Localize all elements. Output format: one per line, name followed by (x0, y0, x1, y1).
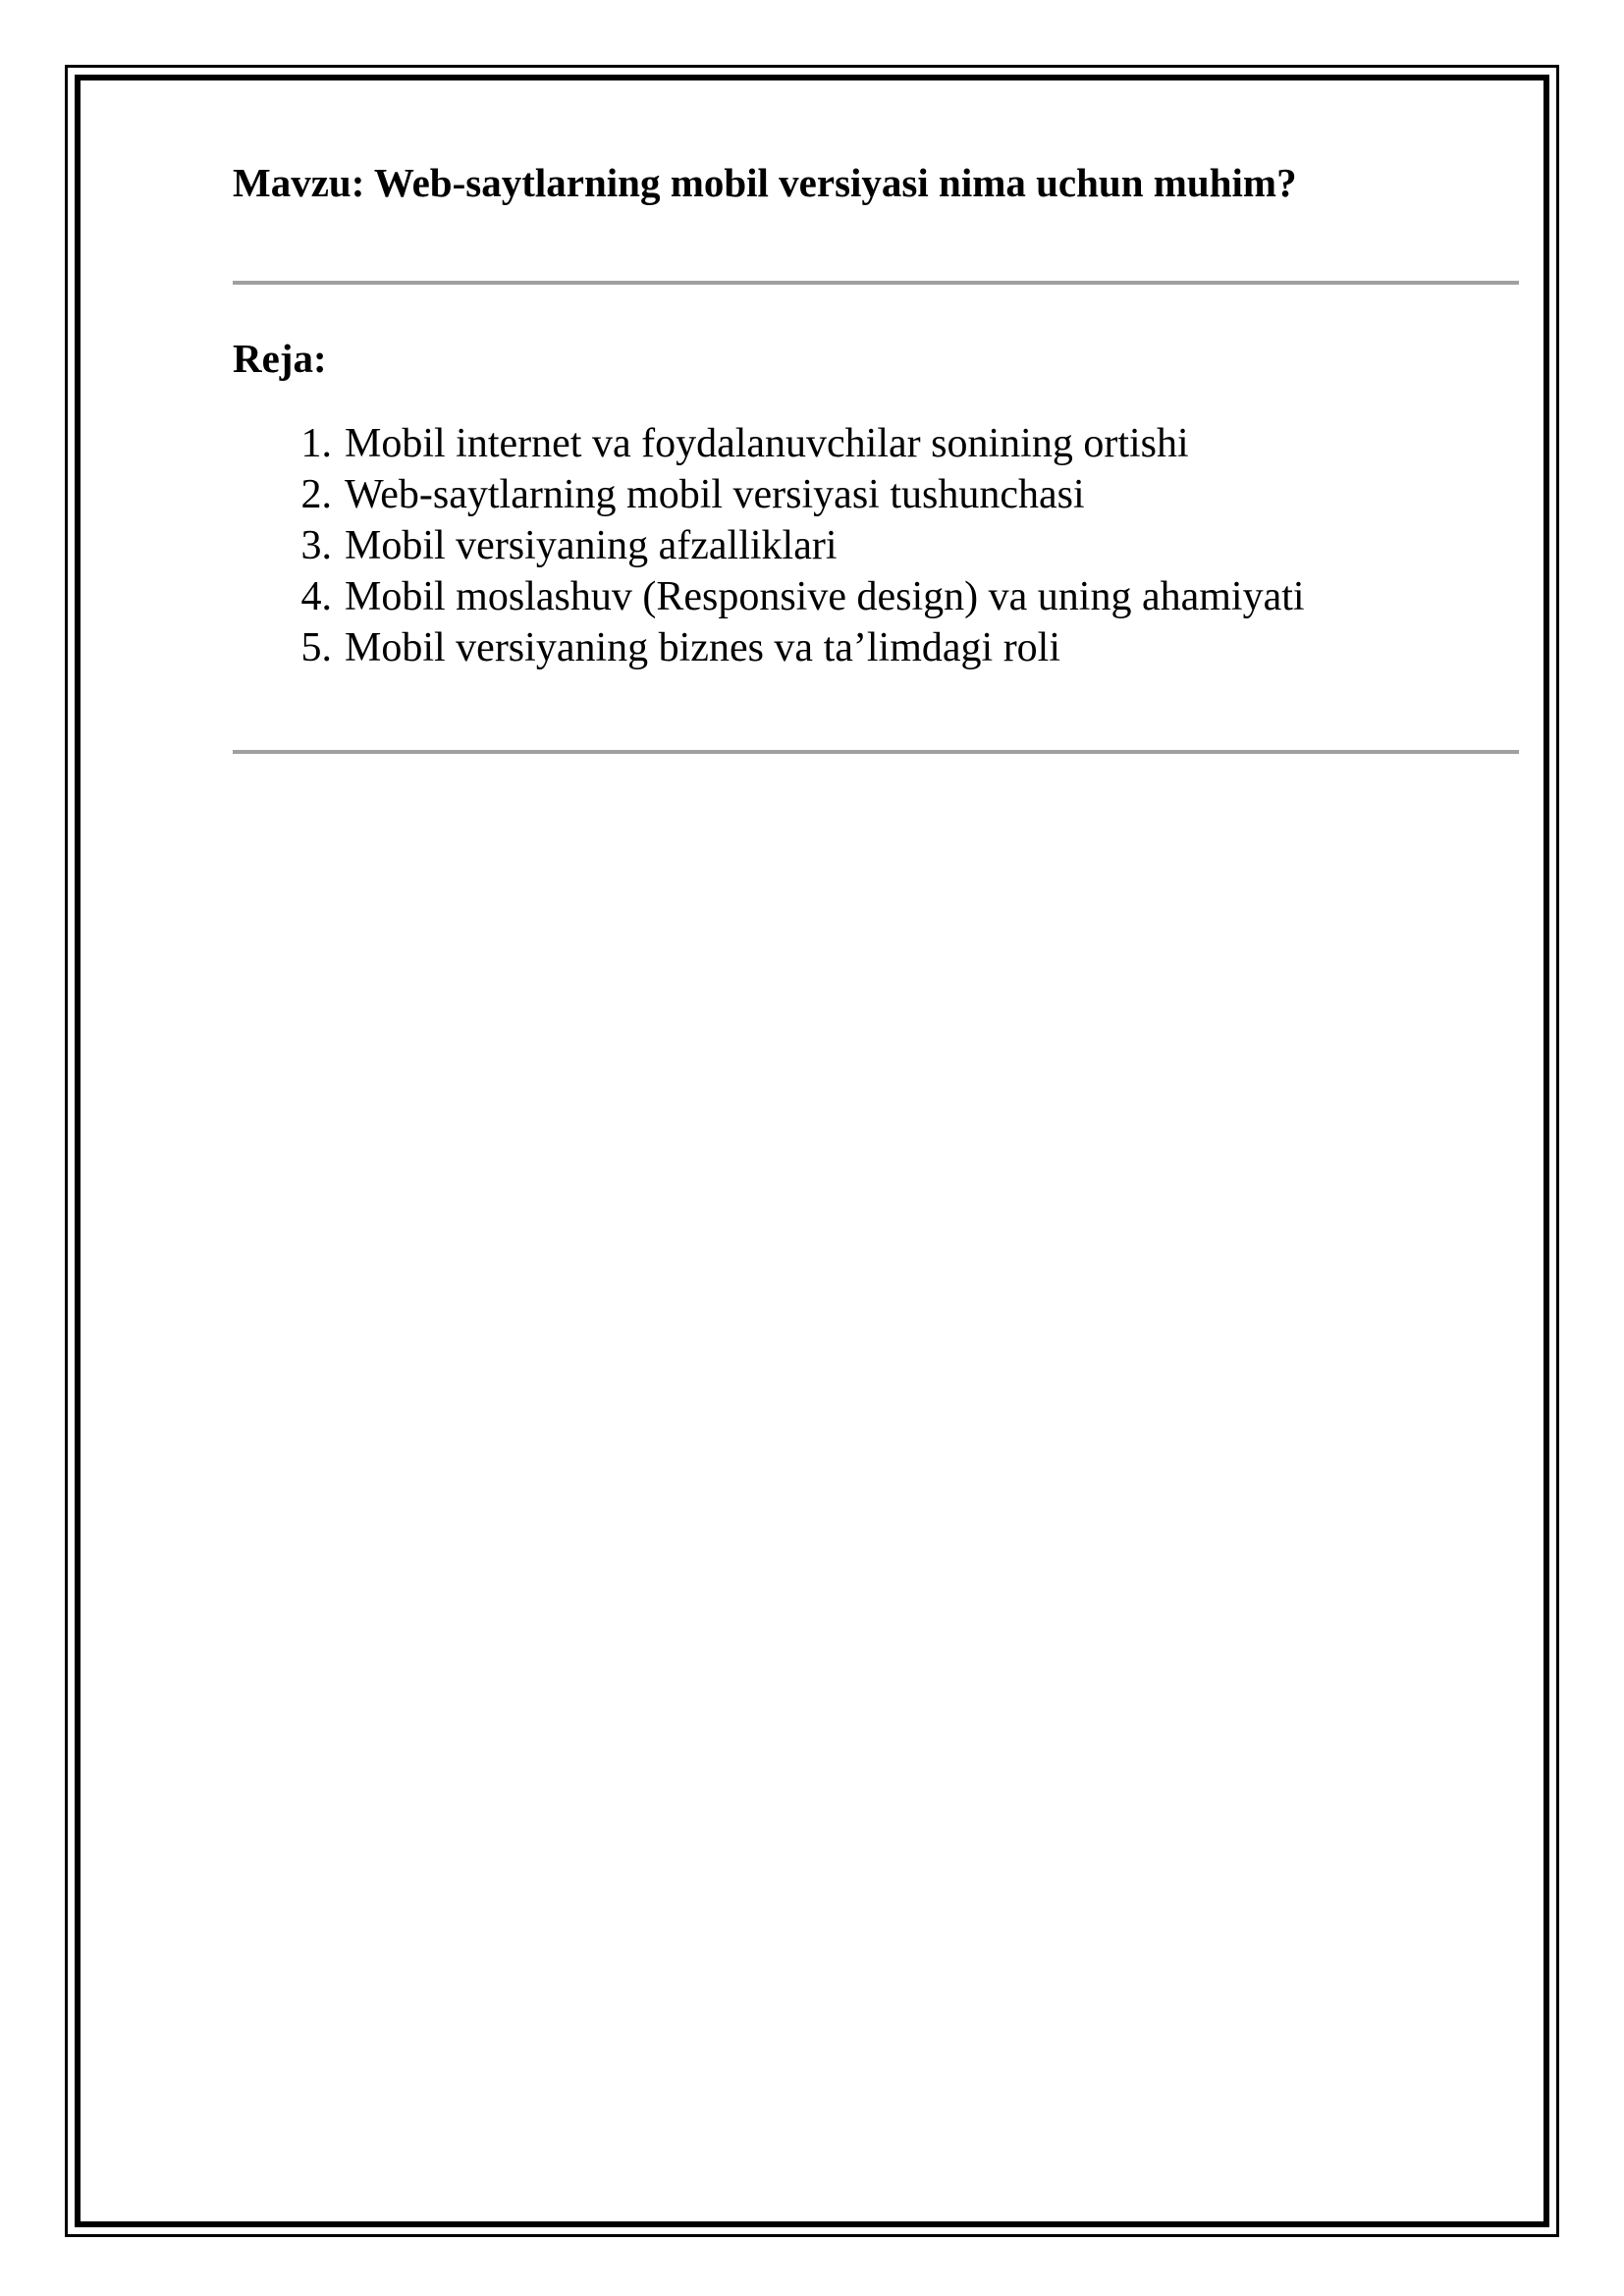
divider-bottom (233, 750, 1519, 754)
plan-item (233, 418, 1305, 469)
plan-item-number: 2. (300, 472, 332, 517)
plan-item-number: 4. (300, 574, 332, 619)
plan-item (233, 622, 1305, 673)
plan-item-text: Mobil internet va foydalanuvchilar sonining ortishi (345, 421, 1189, 466)
plan-item-text: Web-saytlarning mobil versiyasi tushunchasi (345, 472, 1085, 517)
plan-list (233, 418, 1305, 673)
plan-heading: Reja: (233, 336, 327, 381)
topic-title: Mavzu: Web-saytlarning mobil versiyasi nima uchun muhim? (233, 160, 1297, 205)
plan-item-number: 5. (300, 625, 332, 670)
plan-item-text: Mobil versiyaning biznes va ta’limdagi roli (345, 625, 1061, 670)
plan-item-text: Mobil versiyaning afzalliklari (345, 523, 838, 568)
plan-item (233, 520, 1305, 571)
plan-item-text: Mobil moslashuv (Responsive design) va uning ahamiyati (345, 574, 1305, 619)
plan-item-number: 1. (300, 421, 332, 466)
plan-item-number: 3. (300, 523, 332, 568)
page-border-inner (75, 75, 1549, 2227)
plan-item (233, 469, 1305, 520)
divider-top (233, 281, 1519, 285)
plan-item (233, 571, 1305, 622)
